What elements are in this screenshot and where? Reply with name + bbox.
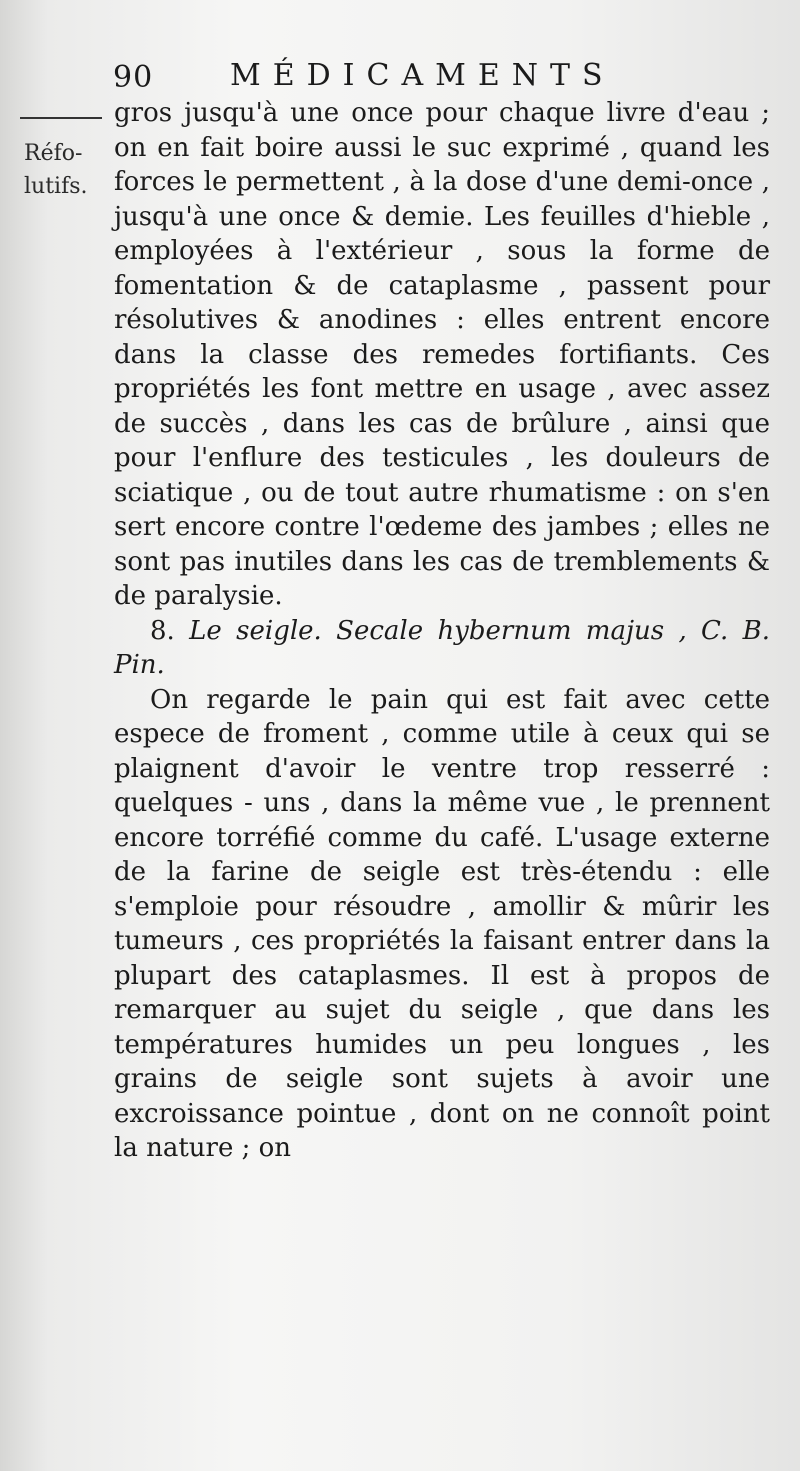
paragraph-seigle: On regarde le pain qui est fait avec cette espece de froment , comme utile à ceux qui se plaignent d'avoir le ventre trop resserré : quelques - uns , dans la même vue , le prennent encore torréfié comme du café. L'usage externe de la farine de seigle est très-étendu : elle s'emploie pour résoudre , amollir & mûrir les tumeurs , ces propriétés la faisant entrer dans la plupart des cataplasmes. Il est à propos de remarquer au sujet du seigle , que dans les températures humides un peu longues , les grains de seigle sont sujets à avoir une excroissance pointue , dont on ne connoît point la nature ; on bbox=[114, 684, 770, 1163]
section-number: 8. bbox=[150, 615, 175, 646]
running-title: MÉDICAMENTS bbox=[230, 58, 615, 93]
margin-note-line-2: lutifs. bbox=[24, 174, 88, 199]
body-text bbox=[114, 96, 770, 1166]
page-number: 90 bbox=[113, 60, 154, 95]
margin-rule bbox=[20, 117, 102, 119]
section-heading-seigle bbox=[114, 614, 770, 683]
section-title: Le seigle. Secale hybernum majus , C. B. Pin. bbox=[114, 615, 770, 680]
paragraph-hieble: gros jusqu'à une once pour chaque livre d'eau ; on en fait boire aussi le suc exprimé , quand les forces le permettent , à la dose d'une demi-once , jusqu'à une once & demie. Les feuilles d'hieble , employées à l'extérieur , sous la forme de fomentation & de cataplasme , passent pour résolutives & anodines : elles entrent encore dans la classe des remedes fortifiants. Ces propriétés les font mettre en usage , avec assez de succès , dans les cas de brûlure , ainsi que pour l'enflure des testicules , les douleurs de sciatique , ou de tout autre rhumatisme : on s'en sert encore contre l'œdeme des jambes ; elles ne sont pas inutiles dans les cas de tremblements & de paralysie. bbox=[114, 98, 770, 611]
margin-note-line-1: Réfo- bbox=[24, 141, 83, 166]
